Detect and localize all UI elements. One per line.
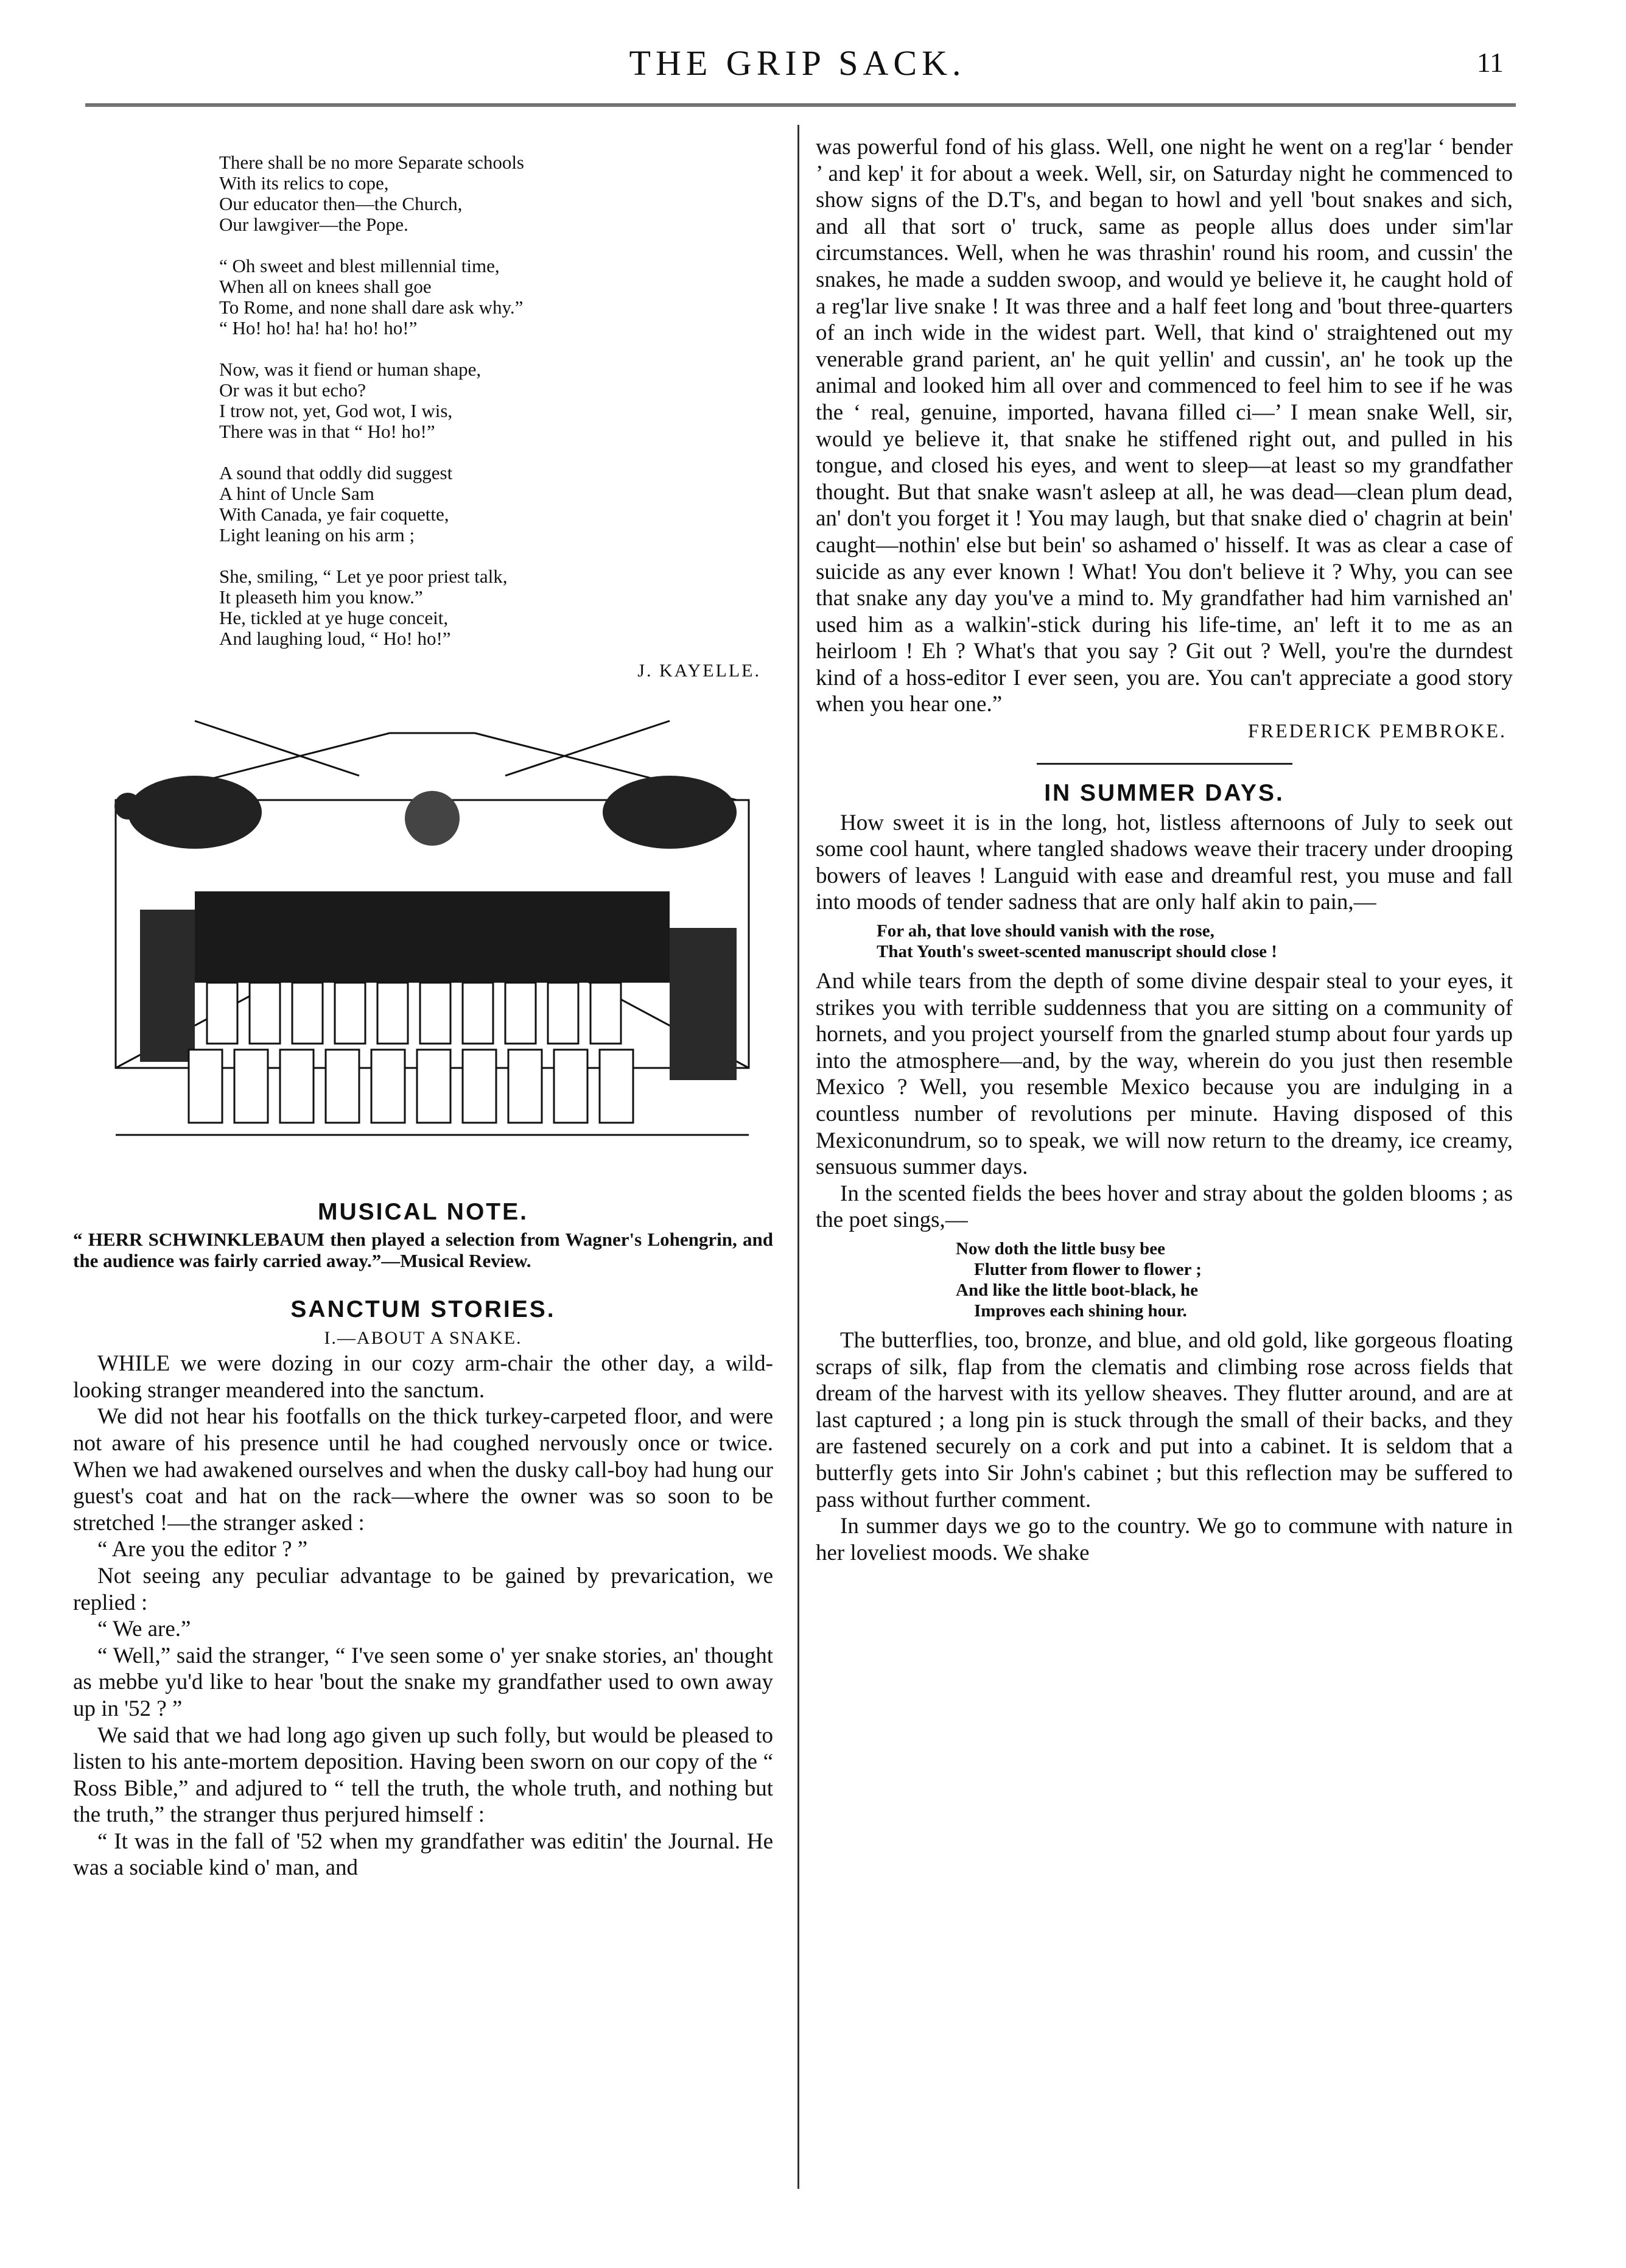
verse-line: Now doth the little busy bee — [956, 1238, 1165, 1259]
poem-line: Our educator then—the Church, — [219, 193, 463, 214]
right-column — [816, 134, 1513, 1566]
musical-note-text: “ HERR SCHWINKLEBAUM then played a selection from Wagner's Lohengrin, and the audience was fairly carried away.”—Musical Review. — [73, 1229, 773, 1272]
poem-line: He, tickled at ye huge conceit, — [219, 607, 449, 628]
poem-line: When all on knees shall goe — [219, 276, 432, 297]
paragraph: “ Well,” said the stranger, “ I've seen some o' yer snake stories, an' thought as mebbe yu'd like to hear 'bout the snake my grandfather used to own away up in '52 ? ” — [73, 1643, 773, 1721]
poem-line: To Rome, and none shall dare ask why.” — [219, 297, 524, 318]
poem-stanza — [219, 256, 773, 339]
verse-line: That Youth's sweet-scented manuscript should close ! — [877, 942, 1277, 962]
poem — [219, 152, 773, 649]
poem-line: Now, was it fiend or human shape, — [219, 359, 482, 380]
paragraph: In summer days we go to the country. We go to commune with nature in her loveliest moods. We shake — [816, 1514, 1513, 1565]
poem-line: With its relics to cope, — [219, 172, 389, 194]
poem-line: She, smiling, “ Let ye poor priest talk, — [219, 566, 508, 587]
verse-quote — [877, 921, 1513, 962]
paragraph: WHILE we were dozing in our cozy arm-chair the other day, a wild-looking stranger meandered into the sanctum. — [73, 1351, 773, 1403]
column-divider — [797, 125, 799, 2189]
poem-line: Our lawgiver—the Pope. — [219, 214, 408, 235]
verse-quote — [956, 1238, 1513, 1321]
sanctum-heading: SANCTUM STORIES. — [290, 1296, 556, 1323]
story-author: FREDERICK PEMBROKE. — [1247, 720, 1507, 742]
poem-line: “ Ho! ho! ha! ha! ho! ho!” — [219, 317, 418, 339]
paragraph: “ It was in the fall of '52 when my grandfather was editin' the Journal. He was a sociable kind o' man, and — [73, 1828, 773, 1881]
paragraph: And while tears from the depth of some divine despair steal to your eyes, it strikes you with terrible suddenness that you are sitting on a community of hornets, and you project yourself from the gnarled stump about four yards up into the atmosphere—and, by the way, wherein do you just then resemble Mexico ? Well, you resemble Mexico because you are indulging in a countless number of revolutions per minute. Having disposed of this Mexiconundrum, so to speak, we will now return to the dreamy, ice creamy, sensuous summer days. — [816, 969, 1513, 1180]
verse-line: And like the little boot-black, he — [956, 1280, 1198, 1300]
poem-stanza — [219, 566, 773, 649]
poem-line: I trow not, yet, God wot, I wis, — [219, 400, 453, 421]
verse-line: Flutter from flower to flower ; — [974, 1259, 1202, 1279]
verse-line: For ah, that love should vanish with the rose, — [877, 921, 1214, 941]
sanctum-subheading: I.—ABOUT A SNAKE. — [324, 1328, 522, 1349]
paragraph: We said that we had long ago given up such folly, but would be pleased to listen to his ante-mortem deposition. Having been sworn on our copy of the “ Ross Bible,” and adjured to “ tell the truth, the whole truth, and nothing but the truth,” the stranger thus perjured himself : — [73, 1722, 773, 1828]
paragraph: The butterflies, too, bronze, and blue, and old gold, like gorgeous floating scraps of silk, flap from the clematis and climbing rose across fields that dream of the harvest with its yellow sheaves. They flutter around, and are at last captured ; a long pin is stuck through the small of their backs, and they are fastened securely on a cork and put into a cabinet. It is seldom that a butterfly gets into Sir John's cabinet ; but this reflection may be suffered to pass without further comment. — [816, 1327, 1513, 1512]
poem-author: J. KAYELLE. — [637, 661, 761, 681]
page-number: 11 — [1476, 47, 1504, 78]
poem-line: A sound that oddly did suggest — [219, 462, 453, 483]
paragraph: Not seeing any peculiar advantage to be gained by prevarication, we replied : — [73, 1563, 773, 1615]
section-rule — [1037, 763, 1292, 765]
paragraph: was powerful fond of his glass. Well, one night he went on a reg'lar ‘ bender ’ and kep' it for about a week. Well, sir, on Saturday night he commenced to show signs of the D.T's, and began to howl and yell 'bout snakes and sich, and all that sort o' truck, same as people allus does under sim'lar circumstances. Well, when he was thrashin' round his room, and cussin' the snakes, he made a sudden swoop, and would ye believe it, he caught hold of a reg'lar live snake ! It was three and a half feet long and 'bout three-quarters of an inch wide in the widest part. Well, that kind o' straightened out my venerable grand parient, an' he quit yellin' and cussin', an' he took up the animal and looked him all over and commenced to feel him to see if he was the ‘ real, genuine, imported, havana filled ci—’ I mean snake Well, sir, would ye believe it, that snake he stiffened right out, and pulled in his tongue, and closed his eyes, and went to sleep—at least so my grandfather thought. But that snake wasn't asleep at all, he was dead—clean plum dead, an' don't you forget it ! You may laugh, but that snake died o' chagrin at bein' caught—nothin' else but bein' so ashamed o' hisself. It was as clear a case of suicide as any ever known ! What! You don't believe it ? Why, you can see that snake any day you've a mind to. My grandfather had him varnished an' used him as a walkin'-stick during his life-time, an' left it to me as an heirloom ! Eh ? What's that you say ? Git out ? Well, you're the durndest kind of a hoss-editor I ever seen, you are. You can't appreciate a good story when you hear one.” — [816, 135, 1513, 717]
poem-line: It pleaseth him you know.” — [219, 586, 423, 608]
concert-hall-illustration — [103, 709, 761, 1171]
poem-line: And laughing loud, “ Ho! ho!” — [219, 628, 451, 649]
summer-heading: IN SUMMER DAYS. — [1044, 779, 1284, 806]
poem-line: Light leaning on his arm ; — [219, 524, 415, 546]
page-header — [67, 43, 1528, 97]
verse-line: Improves each shining hour. — [974, 1301, 1187, 1321]
running-title: THE GRIP SACK. — [629, 43, 966, 83]
musical-note-heading: MUSICAL NOTE. — [318, 1199, 528, 1226]
poem-line: A hint of Uncle Sam — [219, 483, 374, 504]
paragraph: In the scented fields the bees hover and stray about the golden blooms ; as the poet sings,— — [816, 1181, 1513, 1233]
paragraph: How sweet it is in the long, hot, listless afternoons of July to seek out some cool haunt, where tangled shadows weave their tracery under drooping bowers of leaves ! Languid with ease and dreamful rest, you muse and fall into moods of tender sadness that are only half akin to pain,— — [816, 810, 1513, 915]
poem-line: Or was it but echo? — [219, 379, 366, 401]
poem-stanza — [219, 359, 773, 442]
poem-stanza — [219, 152, 773, 235]
poem-line: With Canada, ye fair coquette, — [219, 504, 449, 525]
left-column — [73, 134, 773, 1881]
header-rule — [85, 104, 1516, 107]
paragraph: We did not hear his footfalls on the thick turkey-carpeted floor, and were not aware of his presence until he had coughed nervously once or twice. When we had awakened ourselves and when the dusky call-boy had hung our guest's coat and hat on the rack—where the owner was so soon to be stretched !—the stranger asked : — [73, 1404, 773, 1536]
poem-line: There shall be no more Separate schools — [219, 152, 524, 173]
poem-stanza — [219, 463, 773, 546]
paragraph: “ We are.” — [97, 1617, 191, 1642]
poem-line: There was in that “ Ho! ho!” — [219, 421, 435, 442]
poem-line: “ Oh sweet and blest millennial time, — [219, 255, 500, 276]
paragraph: “ Are you the editor ? ” — [97, 1537, 308, 1562]
